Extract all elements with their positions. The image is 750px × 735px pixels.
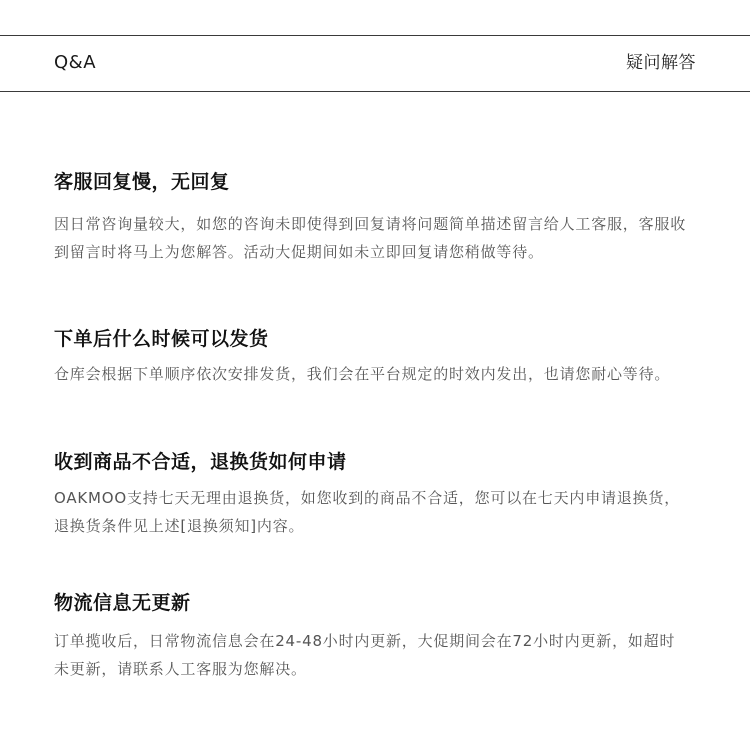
faq-answer	[54, 484, 680, 540]
page-header	[0, 35, 750, 92]
faq-question: 客服回复慢，无回复	[54, 171, 230, 193]
faq-answer	[54, 360, 670, 388]
faq-answer-line: 退换货条件见上述[退换须知]内容。	[54, 517, 305, 535]
faq-item-logistics	[54, 591, 704, 678]
faq-answer-line: OAKMOO支持七天无理由退换货，如您收到的商品不合适，您可以在七天内申请退换货，	[54, 489, 680, 507]
faq-item-shipping-time	[54, 327, 704, 383]
faq-answer	[54, 210, 686, 266]
faq-item-reply-slow	[54, 170, 704, 261]
qa-logo: Q&A	[54, 52, 97, 73]
faq-answer-line: 到留言时将马上为您解答。活动大促期间如未立即回复请您稍做等待。	[54, 243, 544, 261]
faq-answer	[54, 627, 675, 683]
faq-question: 收到商品不合适，退换货如何申请	[54, 451, 347, 473]
faq-item-returns	[54, 450, 704, 535]
faq-answer-line: 因日常咨询量较大，如您的咨询未即使得到回复请将问题简单描述留言给人工客服，客服收	[54, 215, 687, 233]
faq-answer-line: 订单揽收后，日常物流信息会在24-48小时内更新，大促期间会在72小时内更新，如超时	[54, 632, 676, 650]
faq-answer-line: 仓库会根据下单顺序依次安排发货，我们会在平台规定的时效内发出，也请您耐心等待。	[54, 365, 671, 383]
faq-answer-line: 未更新，请联系人工客服为您解决。	[54, 660, 307, 678]
faq-question: 物流信息无更新	[54, 592, 191, 614]
faq-question: 下单后什么时候可以发货	[54, 328, 269, 350]
page-title: 疑问解答	[626, 53, 696, 73]
